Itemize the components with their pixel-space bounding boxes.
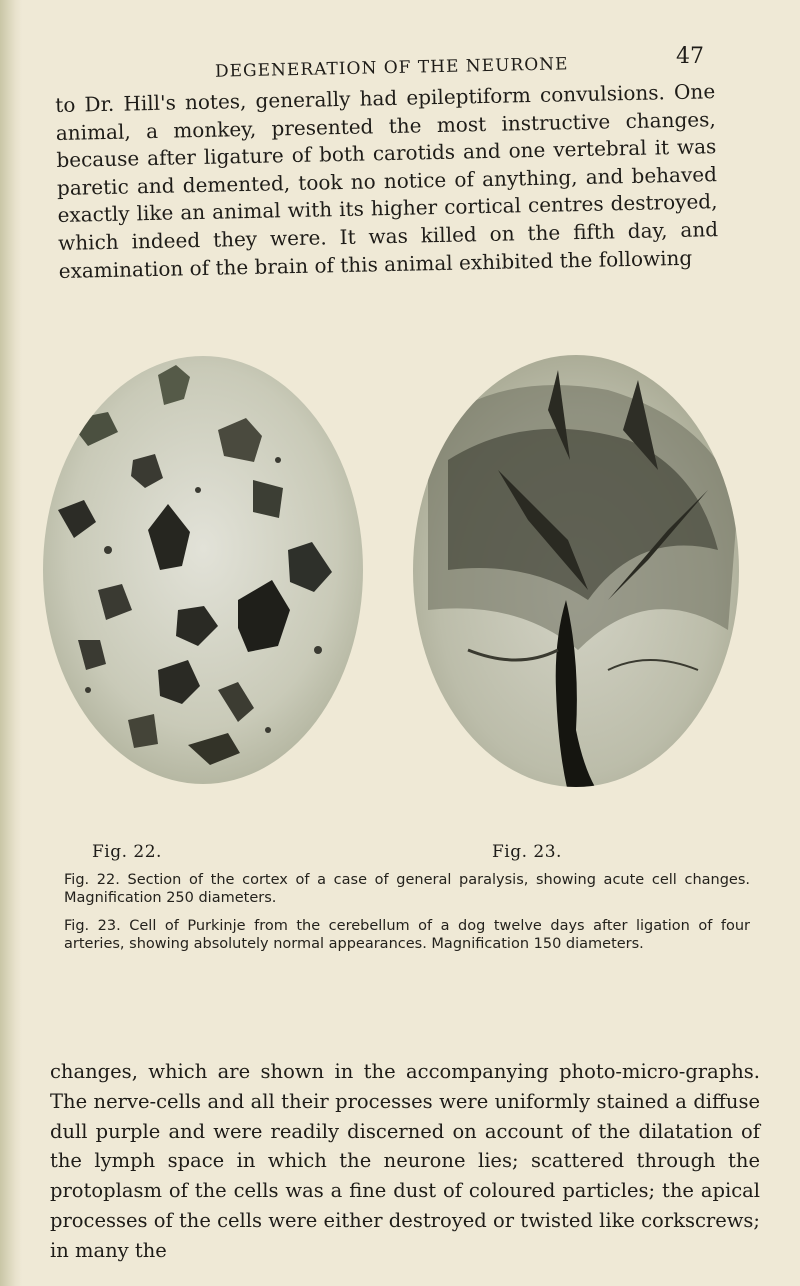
page-number: 47 bbox=[676, 44, 704, 69]
figure-plates bbox=[0, 330, 800, 810]
fig-22-caption bbox=[40, 871, 750, 907]
running-head: DEGENERATION OF THE NEURONE bbox=[214, 54, 569, 82]
fig-23-caption-label: Fig. 23. bbox=[64, 918, 121, 934]
body-paragraph-bottom: changes, which are shown in the accompanying photo-micro-graphs. The nerve-cells and all their processes were uniformly stained a diffuse dull purple and were readily discerned on account of the dilatation of the lymph space in which the neurone lies; scattered through the protoplasm of the cells was a fine dust of coloured particles; the apical processes of the cells were either destroyed or twisted like corkscrews; in many the bbox=[50, 1060, 760, 1262]
fig-23-label: Fig. 23. bbox=[492, 842, 562, 862]
body-paragraph-top: to Dr. Hill's notes, generally had epileptiform convulsions. One animal, a monkey, presented the most instructive changes, because after ligature of both carotids and one vertebral it was paretic and demented, took no notice of anything, and behaved exactly like an animal with its higher cortical centres destroyed, which indeed they were. It was killed on the fifth day, and examination of the brain of this animal exhibited the following bbox=[55, 79, 719, 283]
fig-22-photomicrograph bbox=[38, 350, 368, 790]
fig-23-photomicrograph bbox=[408, 350, 744, 792]
fig-22-label: Fig. 22. bbox=[92, 842, 162, 862]
fig-22-caption-label: Fig. 22. bbox=[64, 872, 120, 888]
fig-23-caption bbox=[40, 917, 750, 953]
fig-22-caption-text: Section of the cortex of a case of general paralysis, showing acute cell changes. Magnification 250 diameters. bbox=[64, 872, 750, 906]
fig-23-caption-text: Cell of Purkinje from the cerebellum of a dog twelve days after ligation of four arteries, showing absolutely normal appearances. Magnification 150 diameters. bbox=[64, 918, 751, 952]
